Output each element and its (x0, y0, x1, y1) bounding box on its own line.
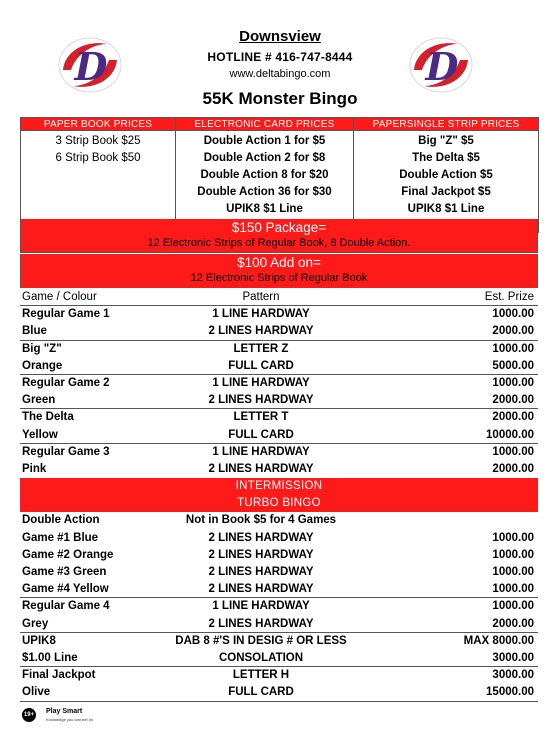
game-prize: 3000.00 (492, 651, 534, 664)
game-pattern: LETTER T (233, 411, 289, 424)
intermission-row (20, 478, 538, 495)
game-name: Game #4 Yellow (22, 583, 109, 596)
package-description: 12 Electronic Strips of Regular Book, 8 Double Action. (147, 237, 411, 249)
game-prize: 15000.00 (486, 686, 534, 699)
game-pattern: FULL CARD (228, 359, 294, 372)
game-name: Game #3 Green (22, 566, 107, 578)
game-prize: 1000.00 (492, 600, 534, 613)
turbo-bingo-row (20, 495, 538, 512)
game-pattern: LETTER H (232, 669, 290, 682)
game-pattern: 2 LINES HARDWAY (208, 617, 314, 630)
price-item: Double Action 2 for $8 (203, 152, 326, 164)
game-name: Game #1 Blue (22, 531, 99, 544)
game-pattern: 2 LINES HARDWAY (208, 548, 314, 561)
game-name: Orange (22, 359, 63, 372)
addon-title: $100 Add on= (237, 255, 321, 270)
electronic-card-prices (176, 131, 354, 233)
table-row (20, 409, 538, 426)
game-pattern: CONSOLATION (218, 651, 304, 664)
game-prize: 1000.00 (492, 548, 534, 561)
game-name: Green (22, 394, 56, 407)
game-name: The Delta (22, 411, 74, 424)
addon-banner (20, 254, 538, 288)
game-pattern: FULL CARD (228, 428, 294, 441)
price-item: UPIK8 $1 Line (407, 203, 485, 215)
schedule-header-row (20, 289, 538, 306)
table-row (20, 392, 538, 409)
game-pattern: 1 LINE HARDWAY (212, 308, 310, 321)
price-table (20, 117, 539, 233)
paper-book-prices-heading: PAPER BOOK PRICES (21, 118, 176, 131)
game-name: Big "Z" (22, 342, 62, 355)
hotline: HOTLINE # 416-747-8444 (207, 50, 353, 64)
game-schedule (20, 289, 538, 702)
electronic-card-prices-heading: ELECTRONIC CARD PRICES (176, 118, 354, 131)
package-banner (20, 219, 538, 253)
table-row (20, 667, 538, 684)
game-pattern: LETTER Z (233, 342, 289, 355)
paper-strip-prices (354, 131, 539, 233)
game-pattern: 2 LINES HARDWAY (208, 325, 314, 338)
paper-book-prices (21, 131, 176, 233)
price-item: Double Action $5 (399, 169, 493, 181)
game-name: Yellow (22, 428, 58, 441)
game-name: Blue (22, 325, 47, 338)
game-pattern: 2 LINES HARDWAY (208, 566, 314, 578)
game-name: Final Jackpot (22, 669, 96, 682)
game-pattern: 1 LINE HARDWAY (212, 600, 310, 613)
table-row (20, 581, 538, 598)
website-link[interactable]: www.deltabingo.com (229, 68, 331, 80)
pattern-header: Pattern (242, 291, 280, 303)
game-prize: 1000.00 (492, 583, 534, 596)
page-title: 55K Monster Bingo (202, 89, 358, 108)
price-item: Double Action 1 for $5 (203, 135, 326, 147)
table-row (20, 564, 538, 581)
age-restriction-badge: 19+ (22, 708, 36, 722)
game-prize: 2000.00 (492, 394, 534, 407)
game-name: Pink (22, 462, 47, 475)
table-row (20, 375, 538, 392)
price-item: Double Action 8 for $20 (200, 169, 329, 181)
game-prize: 1000.00 (492, 445, 534, 458)
table-row (20, 358, 538, 375)
game-prize: 2000.00 (492, 411, 534, 424)
game-prize: 1000.00 (492, 531, 534, 544)
game-pattern: 2 LINES HARDWAY (208, 394, 314, 407)
game-prize: 1000.00 (492, 376, 534, 389)
table-row (20, 598, 538, 615)
game-prize: 2000.00 (492, 325, 534, 338)
delta-bingo-logo (408, 36, 474, 94)
game-name: Regular Game 3 (22, 445, 110, 458)
game-name: Game #2 Orange (22, 548, 114, 561)
table-row (20, 461, 538, 478)
game-name: UPIK8 (22, 634, 56, 647)
price-item: UPIK8 $1 Line (226, 203, 303, 215)
table-row (20, 512, 538, 529)
header (0, 0, 560, 116)
game-prize: 2000.00 (492, 462, 534, 475)
game-name: Regular Game 4 (22, 600, 110, 613)
table-row (20, 306, 538, 323)
price-item: The Delta $5 (412, 152, 480, 164)
delta-bingo-logo (57, 36, 123, 94)
price-item: Double Action 36 for $30 (197, 186, 332, 198)
game-prize: 3000.00 (492, 669, 534, 682)
table-row (20, 530, 538, 547)
addon-description: 12 Electronic Strips of Regular Book (190, 272, 368, 284)
package-title: $150 Package= (231, 220, 327, 235)
game-name: Olive (22, 686, 51, 699)
turbo-bingo-label: TURBO BINGO (237, 497, 321, 510)
table-row (20, 684, 538, 701)
game-name: Regular Game 2 (22, 376, 110, 389)
table-row (20, 427, 538, 444)
table-row (20, 633, 538, 650)
footer (22, 705, 142, 725)
price-item: Final Jackpot $5 (401, 186, 491, 198)
svg-text:D: D (74, 44, 108, 89)
price-item: 6 Strip Book $50 (55, 152, 141, 164)
game-pattern: DAB 8 #'S IN DESIG # OR LESS (175, 634, 347, 647)
intermission-label: INTERMISSION (235, 480, 323, 493)
table-row (20, 323, 538, 340)
game-pattern: FULL CARD (228, 686, 294, 699)
table-row (20, 444, 538, 461)
game-pattern: 2 LINES HARDWAY (208, 583, 314, 596)
game-prize: 1000.00 (492, 342, 534, 355)
game-prize: 5000.00 (492, 359, 534, 372)
table-row (20, 341, 538, 358)
price-item: Big "Z" $5 (418, 135, 474, 147)
game-pattern: 2 LINES HARDWAY (208, 462, 314, 475)
game-prize: 1000.00 (492, 566, 534, 578)
game-colour-header: Game / Colour (22, 291, 97, 303)
paper-strip-prices-heading: PAPERSINGLE STRIP PRICES (354, 118, 539, 131)
game-pattern: Not in Book $5 for 4 Games (185, 514, 337, 527)
game-prize: 2000.00 (492, 617, 534, 630)
game-name: Double Action (22, 514, 100, 527)
est-prize-header: Est. Prize (484, 291, 534, 303)
game-prize: 10000.00 (486, 428, 534, 441)
game-pattern: 1 LINE HARDWAY (212, 445, 310, 458)
table-row (20, 547, 538, 564)
game-name: $1.00 Line (22, 651, 78, 664)
play-smart-logo: Play Smart (46, 708, 83, 715)
game-pattern: 2 LINES HARDWAY (208, 531, 314, 544)
play-smart-tagline: Knowledge you can bet on (46, 717, 94, 722)
table-row (20, 616, 538, 633)
game-name: Regular Game 1 (22, 308, 110, 321)
game-pattern: 1 LINE HARDWAY (212, 376, 310, 389)
svg-text:D: D (425, 44, 459, 89)
price-item: 3 Strip Book $25 (55, 135, 141, 147)
table-row (20, 650, 538, 667)
venue-name: Downsview (239, 28, 321, 45)
game-name: Grey (22, 617, 49, 630)
game-prize: 1000.00 (492, 308, 534, 321)
game-prize: MAX 8000.00 (463, 634, 534, 647)
